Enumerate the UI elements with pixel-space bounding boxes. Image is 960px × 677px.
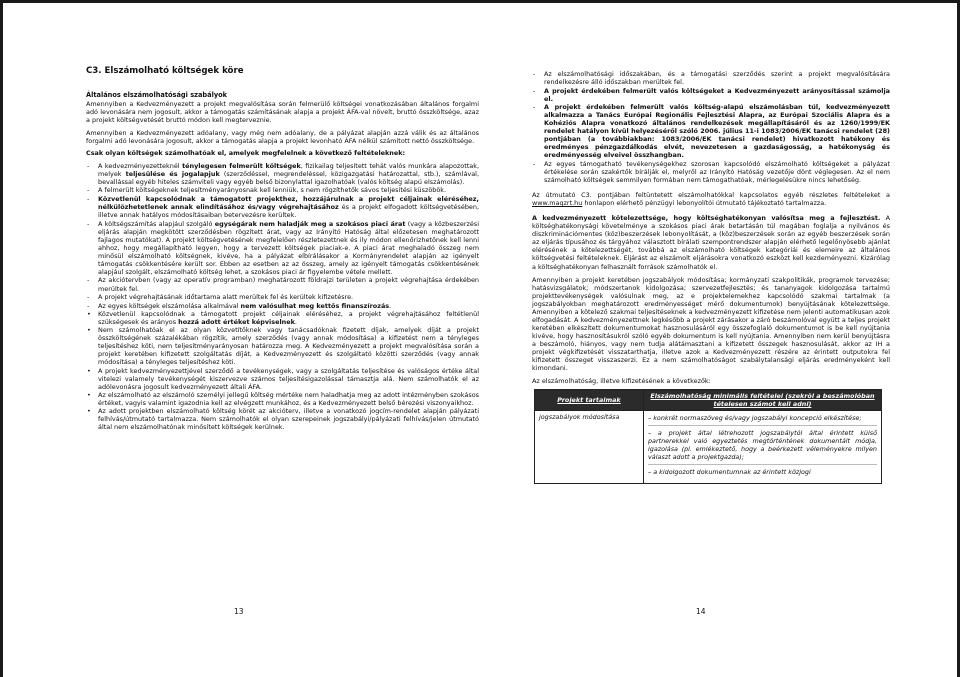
page-number-right: 14	[696, 607, 706, 616]
list-item: • Az elszámolható az elszámoló személyi jellegű költség mértéke nem haladhatja meg az adott intézményben szokásos értéket, vagyis valamint igazodnia kell az elvégzett munkához, és a Kedvezményezett belső bérezési viszonyaikhoz.	[86, 391, 479, 407]
list-item: - Az elszámolhatósági időszakában, és a támogatási szerződés szerint a projekt megvalósítására rendelkezésre álló időszakban merültek fel.	[532, 70, 890, 86]
conditions-list-continued	[532, 70, 890, 184]
list-item: - Az egyes költségek elszámolása alkalmával nem valósulhat meg kettős finanszírozás.	[86, 302, 479, 310]
list-item: • Közvetlenül kapcsolódnak a támogatott projekt céljainak eléréséhez, a projekt végrehajtásához feltétlenül szükségesek és arányos hozzá adott értéket képviselnek.	[86, 310, 479, 326]
conditions-lead: Csak olyan költségek számolhatóak el, amelyek megfelelnek a következő feltételeknek:	[86, 149, 406, 158]
section-heading: C3. Elszámolható költségek köre	[86, 66, 244, 76]
right-page	[532, 70, 890, 484]
paragraph-obligation: A kedvezményezett kötelezettsége, hogy költséghatékonyan valósítsa meg a fejlesztést. A költséghatékonysági követelménye a szokásos piaci árak betartásán túl magában foglalja a nyilvános és diszkriminációmentes (köz)beszerzések lebonyolítását, a (köz)beszerzések során az egyéb beszerzések során az eljárás típusához és tárgyához választott bírálati szempontrendszer alapján elérhető legelőnyösebb ajánlat elérésének a kötelezettségét, továbbá az elszámolható költségek kategóriái és elemeire az általános költségvetési feltételeknek. Eljárást az elszámolt eljárásokra vonatkozó eszközt kell kezdeményezni. Kizárólag a költséghatékonyan felhasznált források számolhatók el.	[532, 214, 890, 271]
subheading: Általános elszámolhatósági szabályok	[86, 91, 228, 99]
list-item: - Az akciótervben (vagy az operatív programban) meghatározott földrajzi területen a projekt végrehajtása érdekében merültek fel.	[86, 276, 479, 292]
list-item: • A projekt kedvezményezettjével szerződő a tevékenységek, vagy a szolgáltatás teljesítése és valóságos értéke által vitelezi valamely tevékenységét kiszervezve számos teljesítésigazolással támasztja alá. Nem számolhatók el az adólevonásra jogosult kedvezményezett általi ÁFA.	[86, 367, 479, 391]
list-item: - A felmerült költségeknek teljesítményarányosnak kell lenniük, s nem rögzíthetők sávos teljesítési küszöbök.	[86, 186, 479, 194]
list-item: - A projekt érdekében felmerült valós költségeket a Kedvezményezett arányosítással számolja el.	[532, 87, 890, 103]
list-item: - A projekt végrehajtásának időtartama alatt merültek fel és kerültek kifizetésre.	[86, 293, 479, 301]
left-page	[86, 66, 479, 431]
condition-item: – a kidolgozott dokumentumnak az érintett közjogi	[648, 468, 811, 477]
table-header-conditions: Elszámolhatóság minimális feltételei (szekrõl a beszámolóban tételesen számot kell adni)	[644, 390, 882, 411]
paragraph-reference: Az útmutató C3. pontjában feltüntetett elszámolhatókkal kapcsolatos egyéb részletes feltételeket a www.magzrt.hu honlapon elérhető pénzügyi lebonyolítói útmutató tájékoztató tartalmazza.	[532, 191, 890, 208]
table-header-row	[535, 390, 882, 411]
paragraph-project-types: Amennyiben a projekt keretében jogszabályok módosítása; kormányzati szakpolitikák, programok tervezése; hatásvizsgálatok; módszertanok kidolgozása; szervezetfejlesztés; és tananyagok kidolgozása tartalmú projekttevékenységek valósulnak meg, az e projektelemekhez kapcsolódó szakmai tartalmak (a jogszabályokban meghatározott eredményességet mérő dokumentumok) benyújtásának kötelezettsége. Amennyiben a kötelező szakmai teljesítéseknek a kedvezményezett kifizetése nem jelenti automatikusan azok elfogadását. A kedvezményezettnek legkésőbb a projekt zárásakor a záró beszámolóval együtt a teljes projekt keretében elkészített dokumentumokat hasznosulásáról egy összefoglaló dokumentumot is be kell nyújtania kivéve, hogy hasznosításukról szóló egyéb dokumentum is kell nyújtania. Amennyiben nem kerül benyújtásra a beszámoló, hiányos, vagy nem tudja alátámasztani a kifizetett összegek hasznosulását, akkor az IH a projekt végkifizetését visszatarthatja, illetve azok a Kedvezményezett részére az érintett outputokra fel kifizetett összeget visszaszerzi. Ez a nem számolhatóságot szabálytalansági eljárás eredményeként kell kimondani.	[532, 275, 890, 373]
paragraph-vat-gross: Amennyiben a Kedvezményezett a projekt megvalósítása során felmerülő költségei vonatkozásában általános forgalmi adó levonására nem jogosult, akkor a támogatás számításának alapja a projekt ÁFA-val növelt, bruttó összköltsége, azaz a projekt költségvetését bruttó módon kell megterveznie.	[86, 100, 479, 125]
list-item: - Közvetlenül kapcsolódnak a támogatott projekthez, hozzájárulnak a projekt céljainak eléréséhez, nélkülözhetetlenek annak elindításához és/vagy végrehajtásához és a projekt elfogadott költségvetésében, illetve annak hatályos módosításaiban betervezésre kerültek.	[86, 195, 479, 219]
list-item: - Az egyes támogatható tevékenységekhez szorosan kapcsolódó elszámolható költségeket a pályázat értékelése során szakértők bírálják el, melyről az Irányító Hatóság vezetője dönt véglegesen. Az el nem számolható költségek semmilyen formában nem támogathatóak, mérlegelésükre nincs lehetőség.	[532, 160, 890, 184]
list-item: - A kedvezményezetteknél ténylegesen felmerült költségek, fizikailag teljesített tehát valós munkára alapozottak, melyek teljesülése és jogalapjuk (szerződéssel, megrendeléssel, közigazgatási határozattal, stb.), számlával, bevallással egyéb hiteles számviteli vagy egyéb belső bizonylattal igazolhatóak (valós költség alapú elszámolás).	[86, 162, 479, 186]
conditions-list	[86, 162, 479, 310]
bullet-list	[86, 310, 479, 431]
list-item: - A projekt érdekében felmerült valós költség-alapú elszámolásban túl, kedvezményezett alkalmazza a Tanács Európai Regionális Fejlesztési Alapra, az Európai Szociális Alapra és a Kohéziós Alapra vonatkozó általános rendelkezések megállapításáról és az 1260/1999/EK rendelet hatályon kívül helyezéséről szóló 2006. július 11-i 1083/2006/EK tanácsi rendelet (28) pontjában (a továbbiakban: 1083/2006/EK tanácsi rendelet) hivatkozott hatékony és eredményes pénzgazdálkodás elvét, nevezetesen a gazdaságosság, a hatékonyság és eredményesség elveivel összhangban.	[532, 103, 890, 159]
scan-edge-left	[0, 0, 3, 677]
eligibility-table	[534, 389, 882, 484]
page-number-left: 13	[234, 607, 244, 616]
paragraph-vat-net: Amennyiben a Kedvezményezett adóalany, vagy még nem adóalany, de a pályázat alapján azzá válik és az általános forgalmi adó levonására jogosult, akkor a támogatás alapja a projekt levonható ÁFA nélkül számított nettó összköltsége.	[86, 128, 479, 145]
table-row	[535, 411, 882, 484]
list-item: • Nem számolhatóak el az olyan közvetítőknek vagy tanácsadóknak fizetett díjak, amelyek díját a projekt összköltségének százalékában rögzítik, amely szerződés (vagy annak módosítása) a kifizetést nem a tényleges teljesítéshez köti, nem teljesítményarányosan határozza meg. A Kedvezményezett a projekt megvalósítása során a projekt keretében kifizetett szolgáltatás díját, a Kedvezményezett és szolgáltató közötti szerződés (vagy annak módosítása) a tényleges teljesítéshez köti.	[86, 326, 479, 366]
website-link[interactable]: www.magzrt.hu	[532, 199, 583, 208]
condition-item: – konkrét normaszöveg és/vagy jogszabályi koncepció elkészítése;	[648, 413, 877, 426]
list-item: • Az adott projektben elszámolható költség körét az akcióterv, illetve a vonatkozó jogcím-rendelet alapján pályázati felhívás/útmutató tartalmazza. Nem számolhatók el olyan szerepeinek jogszabályi/pályázati felhívás/jelen útmutató által nem elszámolhatónak minősített költségek kerülnek.	[86, 407, 479, 431]
table-caption: Az elszámolhatóság, illetve kifizetésének a következők:	[532, 376, 711, 385]
table-cell-label: jogszabályok módosítása	[535, 411, 644, 484]
condition-item: – a projekt által létrehozott jogszabálytól által érintett külső partnerekkel való egyeztetés megtörténtének dokumentált módja, igazolása (pl. emlékeztető, hogy a beérkezett véleményekre milyen választ adott a projektgazda);	[648, 428, 877, 465]
scan-edge-top	[0, 0, 960, 3]
list-item: - A költségszámítás alapjául szolgáló egységárak nem haladják meg a szokásos piaci árat (vagy a közbeszerzési eljárás alapján megkötött szerződésben rögzített árat, vagy az Irányító Hatóság által előzetesen meghatározott fajlagos mutatókat). A projekt költségvetésének megfelelően részletezettnek és ily módon ellenőrizhetőnek kell lenni ahhoz, hogy megállapítható legyen, hogy a tervezett költségek piaciak-e. A piaci árat meghaladó összeg nem minősül elszámolható költségnek, kivéve, ha a pályázat elbírálásakor a Kormányrendelet alapján az igényelt támogatás csökkentésére került sor. Ebben az esetben az az összeg, amely az igényelt támogatás csökkentésének alapjául szolgált, elszámolható költség lehet, a szokásos piaci ár figyelembe vétele mellett.	[86, 220, 479, 276]
table-cell-conditions	[644, 411, 882, 484]
table-header-content: Projekt tartalmak	[535, 390, 644, 411]
